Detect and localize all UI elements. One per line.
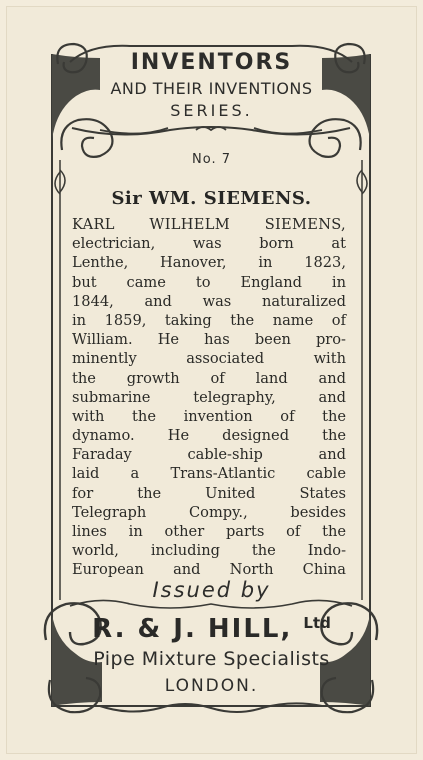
biography-line: minently associated with [72,350,346,368]
series-title-line-1: INVENTORS [130,50,293,75]
biography-line: 1844, and was naturalized [72,292,346,310]
publisher-name [0,614,423,644]
biography-line: but came to England in [72,273,346,291]
series-title-line-2: AND THEIR INVENTIONS [110,79,313,98]
inventor-name: Sir WM. SIEMENS. [111,188,312,209]
biography-line: world, including the Indo- [72,542,346,560]
biography-line: Telegraph Compy., besides [72,503,346,521]
issued-by-label: Issued by [152,578,271,602]
biography-line: Faraday cable-ship and [72,446,346,464]
card-number: No. 7 [192,152,231,167]
publisher-main: R. & J. HILL, [92,614,293,644]
biography-line: Lenthe, Hanover, in 1823, [72,254,346,272]
biography-line: lines in other parts of the [72,523,346,540]
biography-line: for the United States [72,484,346,502]
biography-line: with the invention of the [72,407,346,425]
publisher-city: LONDON. [164,676,259,696]
biography-line: William. He has been pro- [72,331,346,349]
biography-line: European and North China [72,561,346,579]
biography-line: submarine telegraphy, and [72,388,346,406]
series-title-line-3: SERIES. [170,101,253,120]
biography-line: dynamo. He designed the [72,427,346,445]
publisher-suffix: Ltd [303,614,331,632]
biography-line: electrician, was born at [72,235,346,253]
biography-line: laid a Trans-Atlantic cable [72,465,346,483]
biography-line: the growth of land and [72,369,346,387]
biography-lead: KARL WILHELM SIEMENS, [72,216,346,233]
biography [72,215,346,580]
biography-line: in 1859, taking the name of [72,311,346,329]
publisher-tagline: Pipe Mixture Specialists [93,648,330,670]
